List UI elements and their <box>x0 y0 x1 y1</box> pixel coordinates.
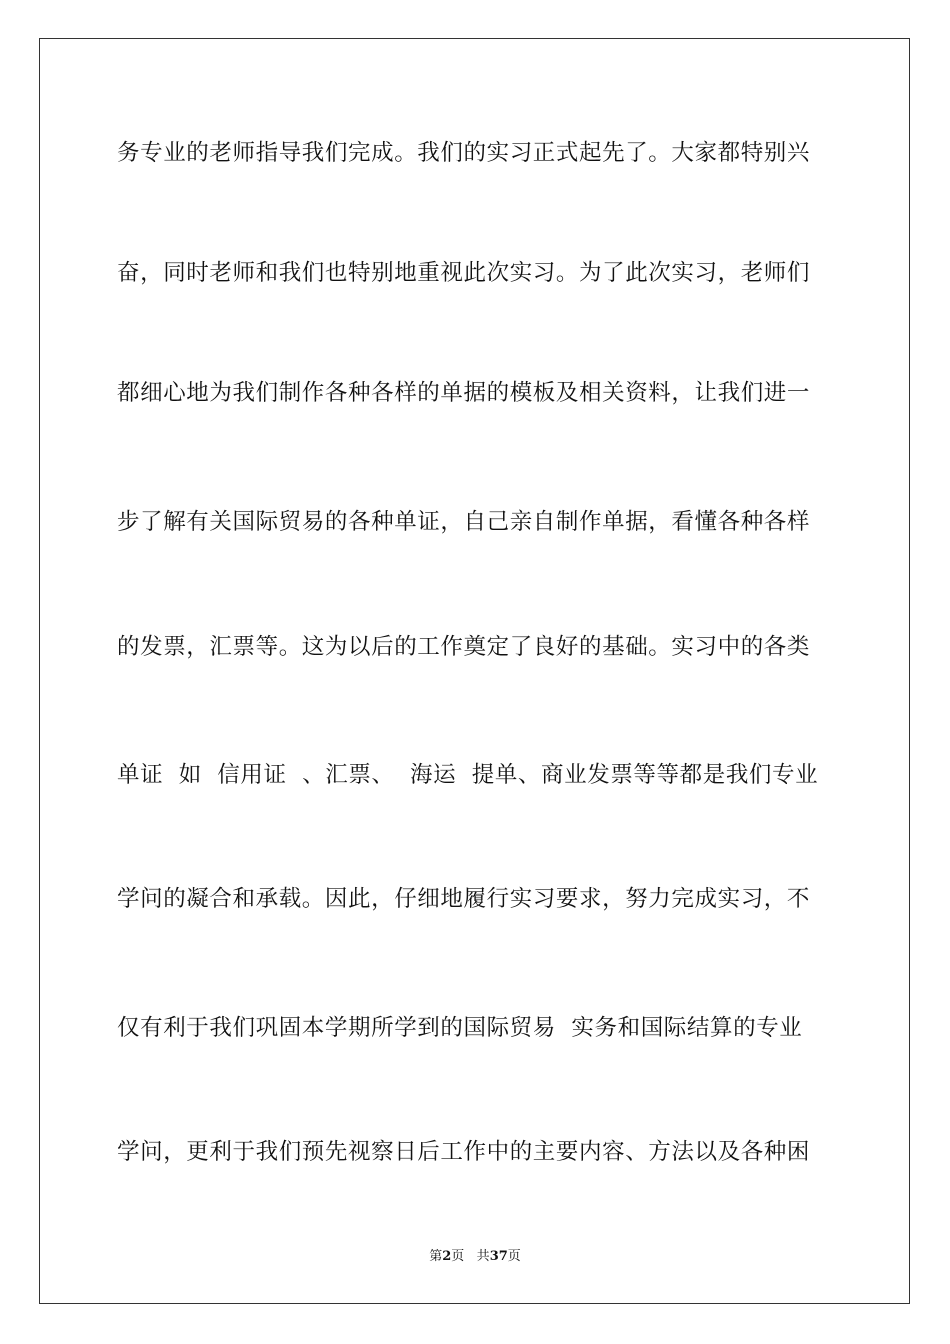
page-prefix: 第 <box>429 1249 443 1264</box>
total-suffix: 页 <box>507 1249 521 1264</box>
text-line: 学问，更利于我们预先视察日后工作中的主要内容、方法以及各种困 <box>117 1139 811 1165</box>
total-prefix: 共 <box>476 1249 490 1264</box>
total-pages: 37 <box>489 1249 508 1264</box>
text-line: 单证 如 信用证 、汇票、 海运 提单、商业发票等等都是我们专业 <box>117 762 819 788</box>
page-suffix: 页 <box>451 1249 465 1264</box>
text-line: 奋，同时老师和我们也特别地重视此次实习。为了此次实习，老师们 <box>117 260 811 286</box>
text-line: 学问的凝合和承载。因此，仔细地履行实习要求，努力完成实习，不 <box>117 886 811 912</box>
text-line: 务专业的老师指导我们完成。我们的实习正式起先了。大家都特别兴 <box>117 140 811 166</box>
text-line: 都细心地为我们制作各种各样的单据的模板及相关资料，让我们进一 <box>117 380 811 406</box>
page-number: 2 <box>442 1249 452 1264</box>
text-line: 步了解有关国际贸易的各种单证，自己亲自制作单据，看懂各种各样 <box>117 509 811 535</box>
text-line: 仅有利于我们巩固本学期所学到的国际贸易 实务和国际结算的专业 <box>117 1015 803 1041</box>
page-border <box>39 38 910 1304</box>
text-line: 的发票，汇票等。这为以后的工作奠定了良好的基础。实习中的各类 <box>117 634 811 660</box>
page-footer <box>0 1248 950 1266</box>
